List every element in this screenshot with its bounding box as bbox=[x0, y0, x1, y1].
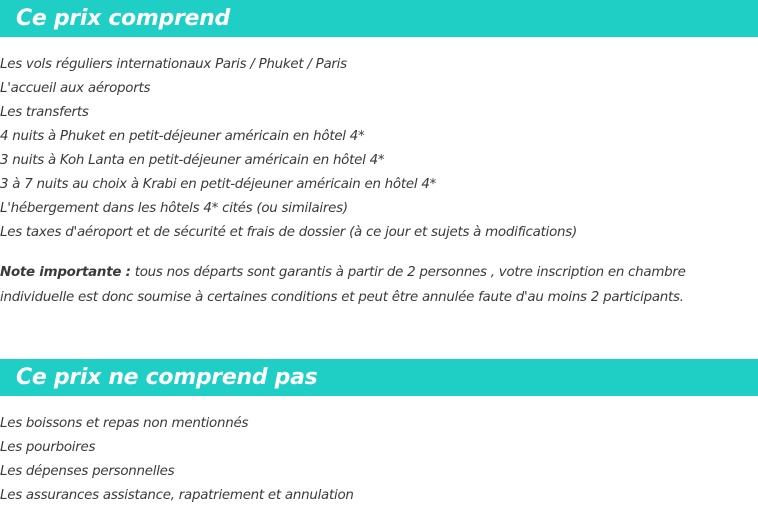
list-item: Les taxes d'aéroport et de sécurité et frais de dossier (à ce jour et sujets à modifications) bbox=[0, 225, 577, 240]
important-note-label: Note importante : bbox=[0, 265, 131, 280]
excluded-items-list bbox=[0, 412, 354, 508]
list-item: Les assurances assistance, rapatriement et annulation bbox=[0, 488, 354, 503]
list-item: 3 à 7 nuits au choix à Krabi en petit-déjeuner américain en hôtel 4* bbox=[0, 177, 437, 192]
list-item: Les dépenses personnelles bbox=[0, 464, 175, 479]
list-item: Les boissons et repas non mentionnés bbox=[0, 416, 249, 431]
list-item: 3 nuits à Koh Lanta en petit-déjeuner américain en hôtel 4* bbox=[0, 153, 385, 168]
list-item: Les vols réguliers internationaux Paris / Phuket / Paris bbox=[0, 57, 347, 72]
included-items-list bbox=[0, 53, 577, 245]
important-note-text: tous nos départs sont garantis à partir de 2 personnes , votre inscription en chambre individuelle est donc soumise à certaines conditions et peut être annulée faute d'au moins 2 participants. bbox=[0, 265, 686, 305]
list-item: Les transferts bbox=[0, 105, 89, 120]
list-item: L'hébergement dans les hôtels 4* cités (ou similaires) bbox=[0, 201, 348, 216]
list-item: Les pourboires bbox=[0, 440, 96, 455]
list-item: L'accueil aux aéroports bbox=[0, 81, 151, 96]
section-title-included: Ce prix comprend bbox=[0, 0, 758, 37]
important-note bbox=[0, 260, 758, 310]
list-item: 4 nuits à Phuket en petit-déjeuner américain en hôtel 4* bbox=[0, 129, 365, 144]
section-title-excluded: Ce prix ne comprend pas bbox=[0, 359, 758, 396]
